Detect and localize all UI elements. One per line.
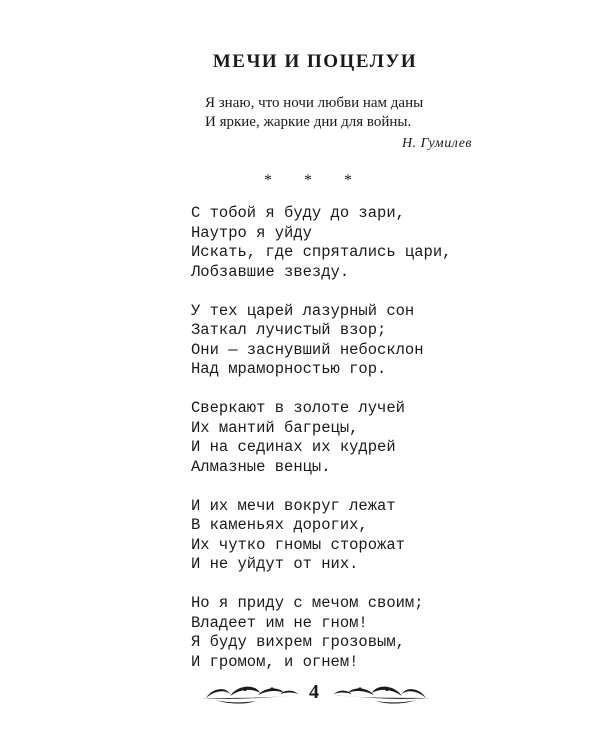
stanza — [191, 594, 451, 672]
epigraph-author: Н. Гумилев — [401, 136, 472, 151]
flourish-right-icon — [332, 678, 432, 706]
page-footer — [0, 678, 600, 708]
poem-line: У тех царей лазурный сон — [191, 301, 415, 320]
poem-title: МЕЧИ И ПОЦЕЛУИ — [212, 51, 418, 72]
epigraph — [205, 94, 423, 132]
poem-line: Над мраморностью гор. — [191, 360, 387, 378]
poem-line: И их мечи вокруг лежат — [191, 496, 396, 515]
poem-line: Сверкают в золоте лучей — [191, 399, 405, 417]
poem-line: Заткал лучистый взор; — [191, 321, 387, 339]
poem-line: Искать, где спрятались цари, — [191, 243, 452, 261]
poem-line: Но я приду с мечом своим; — [191, 594, 424, 612]
poem-line: Я буду вихрем грозовым, — [191, 633, 405, 651]
epigraph-line: Я знаю, что ночи любви нам даны — [205, 95, 424, 111]
poem-line: В каменьях дорогих, — [191, 516, 368, 534]
poem-line: Алмазные венцы. — [191, 457, 331, 476]
flourish-left-icon — [200, 678, 300, 706]
poem-line: И громом, и огнем! — [191, 652, 359, 671]
poem-line: Наутро я уйду — [191, 223, 312, 242]
poem-line: С тобой я буду до зари, — [191, 204, 405, 222]
stanza — [191, 399, 451, 477]
poem-line: Их мантий багрецы, — [191, 418, 359, 437]
page-number: 4 — [309, 681, 319, 703]
poem-line: Они — заснувший небосклон — [191, 340, 424, 359]
stanza — [191, 497, 451, 575]
poem-line: И не уйдут от них. — [191, 555, 359, 573]
poem-line: И на сединах их кудрей — [191, 438, 396, 456]
stanza — [191, 302, 451, 380]
stanza — [191, 204, 451, 282]
poem-line: Их чутко гномы сторожат — [191, 535, 405, 554]
poem-line: Владеет им не гном! — [191, 613, 368, 632]
poem-line: Лобзавшие звезду. — [191, 262, 350, 281]
asterism-divider: * * * — [264, 172, 366, 189]
poem-body — [191, 204, 451, 672]
epigraph-line: И яркие, жаркие дни для войны. — [205, 114, 412, 130]
